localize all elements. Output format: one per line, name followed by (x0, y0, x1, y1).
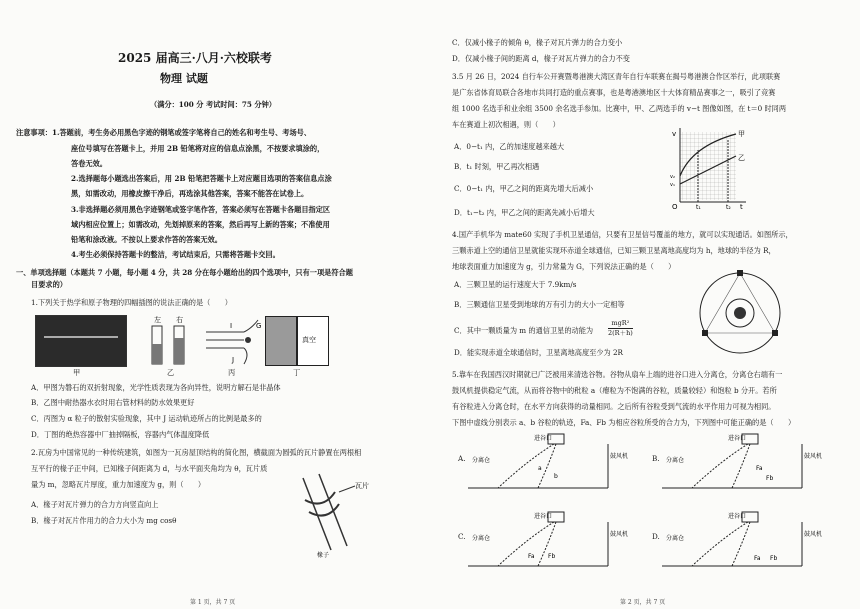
q1-figure-calcite (35, 315, 127, 367)
q1-figure-container: 真空 (265, 316, 329, 366)
exam-meta: （满分：100 分 考试时间：75 分钟） (150, 100, 276, 109)
q2-stem-3: 量为 m，忽略瓦片厚度，重力加速度为 g，则（ ） (31, 480, 206, 489)
q1-label-ding: 丁 (293, 368, 301, 377)
q4-option-c-formula: mgR² 2(R＋h) (608, 319, 633, 337)
svg-text:O: O (672, 203, 678, 210)
exam-title: 2025 届高三·八月·六校联考 (118, 51, 272, 65)
q3-option-b: B．t₁ 时刻，甲乙再次相遇 (454, 162, 540, 171)
svg-text:进谷口: 进谷口 (534, 513, 553, 520)
note-line-6: 3.非选择题必须用黑色字迹钢笔或签字笔作答，答案必须写在答题卡各题目指定区 (71, 205, 331, 214)
note-line-3: 答卷无效。 (71, 159, 107, 168)
note-line-4: 2.选择题每小题选出答案后，用 2B 铅笔把答题卡上对应题目选项的答案信息点涂 (71, 174, 332, 183)
q5-option-a-panel: A. 进谷口 分离仓 鼓风机 a b (458, 430, 628, 502)
svg-text:t₂: t₂ (726, 204, 731, 210)
q2-stem-1: 2.瓦房为中国常见的一种传统建筑，如图为一瓦房屋顶结构的简化图，横截面为圆弧的瓦片静置在两根相 (31, 448, 362, 457)
svg-text:v: v (672, 130, 677, 138)
svg-text:鼓风机: 鼓风机 (804, 531, 823, 538)
note-line-2: 座位号填写在答题卡上，并用 2B 铅笔将对应的信息点涂黑，不按要求填涂的， (71, 144, 325, 153)
page-2 (430, 0, 860, 609)
q4-option-d: D．能实现赤道全球通信时，卫星离地高度至少为 2R (454, 348, 623, 357)
q2-option-b: B．椽子对瓦片作用力的合力大小为 mg cosθ (31, 516, 177, 525)
svg-text:Fa: Fa (754, 555, 761, 562)
svg-text:t: t (740, 203, 743, 210)
svg-text:Fa: Fa (528, 553, 535, 560)
svg-text:左: 左 (154, 316, 161, 324)
q1-label-yi: 乙 (167, 368, 175, 377)
q3-option-c: C．0−t₁ 内，甲乙之间的距离先增大后减小 (454, 184, 594, 193)
q1-option-c: C．丙图为 α 粒子的散射实验现象，其中 J 运动轨迹所占的比例是最多的 (31, 414, 262, 423)
q1-option-b: B．乙图中耐热器水衣时用右管材料的防水效果更好 (31, 398, 195, 407)
q4-option-a: A．三颗卫星的运行速度大于 7.9km/s (454, 280, 577, 289)
q1-figure-alpha-scatter (204, 318, 264, 366)
svg-text:Fa: Fa (756, 465, 763, 472)
svg-text:鼓风机: 鼓风机 (804, 453, 823, 460)
q1-label-jia: 甲 (73, 368, 81, 377)
q1-label-bing: 丙 (228, 368, 236, 377)
note-line-7: 域内相应位置上；如需改动，先划掉原来的答案，然后再写上新的答案；不准使用 (71, 220, 330, 229)
q4-option-c: C．其中一颗质量为 m 的通信卫星的动能为 (454, 326, 594, 335)
svg-text:进谷口: 进谷口 (728, 513, 747, 520)
svg-text:分离仓: 分离仓 (472, 457, 491, 464)
svg-text:v₂: v₂ (670, 174, 675, 180)
q1-stem: 1.下列关于热学和原子物理的四幅插图的说法正确的是（ ） (31, 298, 232, 307)
note-line-1: 注意事项：1.答题前，考生务必用黑色字迹的钢笔或签字笔将自己的姓名和考生号、考场号、 (16, 128, 312, 137)
svg-text:甲: 甲 (738, 130, 745, 138)
q2-stem-2: 互平行的椽子正中间，已知椽子间距离为 d，与水平面夹角均为 θ，瓦片质 (31, 464, 268, 473)
q5-option-b-panel: B. 进谷口 分离仓 鼓风机 Fa Fb (652, 430, 822, 502)
svg-text:鼓风机: 鼓风机 (610, 453, 629, 460)
svg-text:b: b (554, 473, 558, 480)
q3-stem-2: 是广东省体育局联合各地市共同打造的重点赛事，也是粤港澳地区十大体育精品赛事之一，吸引了竞赛 (452, 88, 776, 97)
svg-text:分离仓: 分离仓 (666, 535, 685, 542)
q3-option-d: D．t₁−t₂ 内，甲乙之间的距离先减小后增大 (454, 208, 595, 217)
q4-stem-1: 4.国产手机华为 mate60 实现了手机卫星通信，只要有卫星信号覆盖的地方，就可以实现通话。如图所示， (452, 230, 793, 239)
note-line-8: 铅笔和涂改液。不按以上要求作答的答案无效。 (71, 235, 222, 244)
svg-text:乙: 乙 (738, 154, 745, 162)
q2-option-c: C．仅减小椽子的倾角 θ，椽子对瓦片弹力的合力变小 (452, 38, 623, 47)
q3-option-a: A．0−t₁ 内，乙的加速度越来越大 (454, 142, 565, 151)
q2-option-a: A．椽子对瓦片弹力的合力方向竖直向上 (31, 500, 159, 509)
svg-text:I: I (230, 322, 233, 330)
q5-option-c-panel: C. 进谷口 分离仓 鼓风机 Fa Fb (458, 508, 628, 580)
q1-figure-tubes (140, 312, 200, 367)
q1-option-d: D．丁图的绝热容器中厂抽掉隔板，容器内气体温度降低 (31, 430, 210, 439)
svg-text:分离仓: 分离仓 (472, 535, 491, 542)
q3-vt-graph (670, 126, 750, 210)
svg-text:J: J (232, 356, 235, 364)
svg-text:Fb: Fb (548, 553, 556, 560)
q4-stem-3: 地球表面重力加速度为 g，引力常量为 G，下列说法正确的是（ ） (452, 262, 676, 271)
note-line-5: 黑，如需改动，用橡皮擦干净后，再选涂其他答案，答案不能答在试卷上。 (71, 189, 309, 198)
note-line-9: 4.考生必须保持答题卡的整洁，考试结束后，只需将答题卡交回。 (71, 250, 280, 259)
q1-option-a: A．甲图为磐石的双折射现象，光学性质表现为各向异性，说明方解石是非晶体 (31, 383, 281, 392)
q5-stem-4: 下图中虚线分别表示 a、b 谷粒的轨迹，Fa、Fb 为相应谷粒所受的合力为，下列图中可能正确的是（ ） (452, 418, 796, 427)
svg-text:椽子: 椽子 (317, 552, 330, 558)
svg-text:分离仓: 分离仓 (666, 457, 685, 464)
q5-option-d-panel: D. 进谷口 分离仓 鼓风机 Fa Fb (652, 508, 822, 580)
svg-text:进谷口: 进谷口 (534, 435, 553, 442)
svg-text:进谷口: 进谷口 (728, 435, 747, 442)
section-heading-cont: 目要求的） (31, 280, 67, 289)
q2-option-d: D．仅减小椽子间的距离 d，椽子对瓦片弹力的合力不变 (452, 54, 630, 63)
q4-option-b: B．三颗通信卫星受到地球的万有引力的大小一定相等 (454, 300, 625, 309)
svg-text:鼓风机: 鼓风机 (610, 531, 629, 538)
svg-text:Fb: Fb (770, 555, 778, 562)
svg-text:瓦片: 瓦片 (355, 482, 369, 490)
q2-figure-roof-tile (295, 470, 375, 558)
svg-text:a: a (538, 465, 542, 472)
q5-stem-2: 鼓风机提供稳定气流，从而将谷物中的秕粒 a（瘪粒为不饱满的谷粒，质量较轻）和饱粒 b 分开。若所 (452, 386, 777, 395)
subject-title: 物理 试题 (160, 72, 208, 85)
svg-text:右: 右 (176, 316, 183, 324)
page-1-footer: 第 1 页，共 7 页 (190, 599, 236, 606)
q3-stem-4: 车在赛道上初次相遇，则（ ） (452, 120, 560, 129)
q3-stem-3: 组 1000 名选手和业余组 3500 余名选手参加。比赛中，甲、乙两选手的 v−t 图像如图，在 t＝0 时同两 (452, 104, 787, 113)
q3-stem-1: 3.5 月 26 日，2024 自行车公开赛暨粤港澳大湾区青年自行车联赛在揭号粤港澳合作区举行，此项联赛 (452, 72, 781, 81)
q4-satellite-figure (692, 268, 788, 358)
svg-text:Fb: Fb (766, 475, 774, 482)
q4-stem-2: 三颗赤道上空的通信卫星就能实现环赤道全球通信，已知三颗卫星离地高度均为 h，地球的半径为 R， (452, 246, 776, 255)
svg-text:G: G (256, 322, 262, 330)
page-2-footer: 第 2 页，共 7 页 (620, 599, 666, 606)
section-heading: 一、单项选择题（本题共 7 小题，每小题 4 分，共 28 分在每小题给出的四个选项中，只有一项是符合题 (16, 268, 353, 277)
svg-text:v₁: v₁ (670, 182, 675, 188)
q5-stem-3: 有谷粒进入分离仓时，在水平方向获得的动量相同。之后所有谷粒受到气流的水平作用力可视为相同。 (452, 402, 776, 411)
q5-stem-1: 5.靠车在我国西汉时期就已广泛被用来清选谷物。谷物从扇车上端的进谷口进入分离仓，分离仓右端有一 (452, 370, 783, 379)
svg-text:t₁: t₁ (696, 204, 701, 210)
